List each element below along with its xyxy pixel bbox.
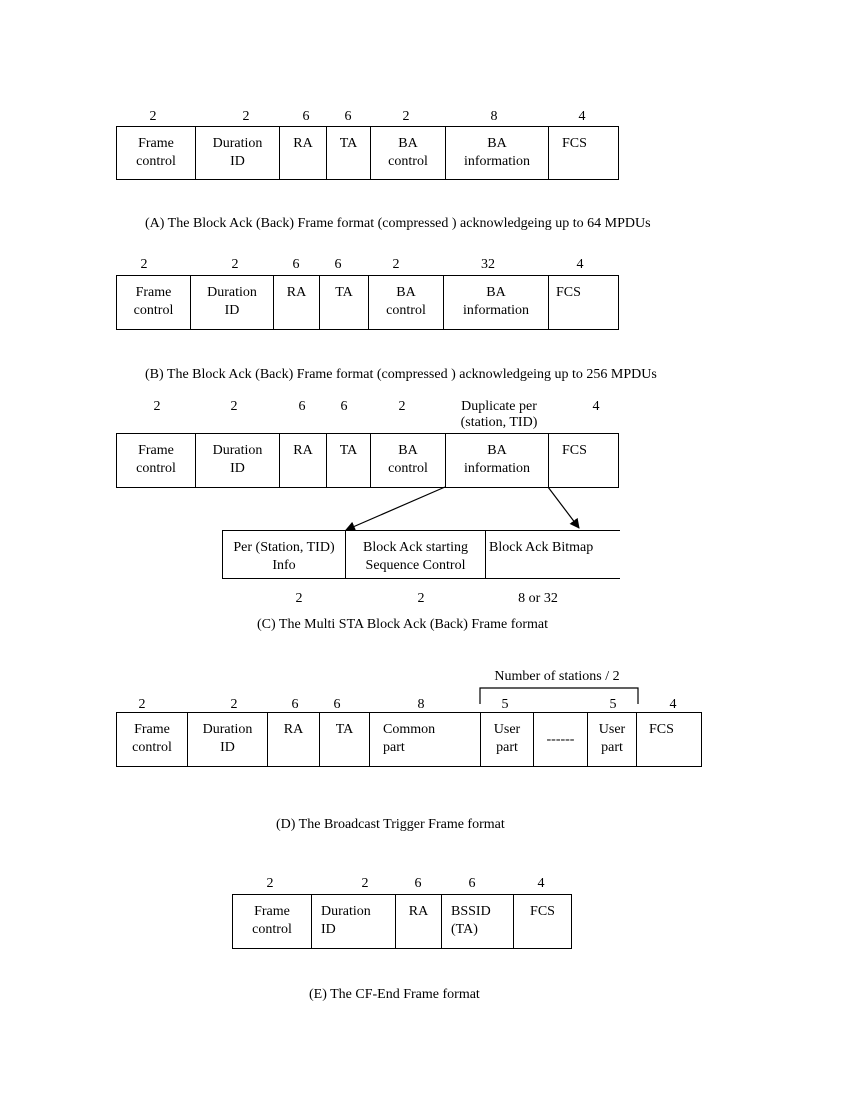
field-user-part: User part (587, 713, 636, 766)
field-fcs: FCS (548, 434, 619, 487)
size-label: 2 (295, 591, 303, 606)
frame-row (232, 894, 572, 949)
size-label: 6 (292, 257, 300, 272)
size-label: 6 (414, 876, 422, 891)
size-label: 4 (576, 257, 584, 272)
field-ta: TA (319, 713, 369, 766)
size-label: 6 (334, 257, 342, 272)
size-label: 2 (392, 257, 400, 272)
field-frame-control: Frame control (116, 434, 195, 487)
field-duration-id: Duration ID (195, 434, 279, 487)
field-ba-control: BA control (368, 276, 443, 329)
field-ra: RA (273, 276, 319, 329)
size-label: 2 (398, 399, 406, 414)
field-duration-id: Duration ID (190, 276, 273, 329)
size-label: 5 (609, 697, 617, 712)
duplicate-per-label: Duplicate per (station, TID) (460, 399, 538, 430)
field-ta: TA (326, 434, 370, 487)
field-ba-information: BA information (443, 276, 548, 329)
size-label: 2 (230, 697, 238, 712)
caption: (B) The Block Ack (Back) Frame format (compressed ) acknowledgeing up to 256 MPDUs (145, 367, 657, 382)
size-label: 6 (344, 109, 352, 124)
field-frame-control: Frame control (116, 276, 190, 329)
field-ra: RA (395, 895, 441, 948)
size-label: 2 (230, 399, 238, 414)
size-label: 2 (417, 591, 425, 606)
size-label: 32 (481, 257, 495, 272)
field-duration-id: Duration ID (311, 895, 395, 948)
field-ta: TA (326, 127, 370, 179)
caption: (A) The Block Ack (Back) Frame format (compressed ) acknowledgeing up to 64 MPDUs (145, 216, 651, 231)
size-label: 2 (231, 257, 239, 272)
field-ba-information: BA information (445, 127, 548, 179)
size-label: 2 (402, 109, 410, 124)
size-label: 4 (592, 399, 600, 414)
size-label: 2 (138, 697, 146, 712)
field-duration-id: Duration ID (195, 127, 279, 179)
field-frame-control: Frame control (116, 713, 187, 766)
field-bssid-ta: BSSID (TA) (441, 895, 513, 948)
field-ra: RA (267, 713, 319, 766)
bracket-label: Number of stations / 2 (494, 669, 620, 684)
field-per-station-tid-info: Per (Station, TID) Info (222, 531, 345, 578)
field-fcs: FCS (636, 713, 702, 766)
size-label: 6 (298, 399, 306, 414)
size-label: 5 (501, 697, 509, 712)
size-label: 2 (266, 876, 274, 891)
size-label: 2 (149, 109, 157, 124)
size-label: 2 (153, 399, 161, 414)
size-label: 6 (302, 109, 310, 124)
size-label: 8 (417, 697, 425, 712)
size-label: 6 (340, 399, 348, 414)
size-label: 6 (333, 697, 341, 712)
caption: (D) The Broadcast Trigger Frame format (276, 817, 505, 832)
size-label: 2 (242, 109, 250, 124)
caption: (E) The CF-End Frame format (309, 987, 480, 1002)
field-block-ack-starting-seq: Block Ack starting Sequence Control (345, 531, 485, 578)
size-label: 8 or 32 (518, 591, 558, 606)
field-frame-control: Frame control (232, 895, 311, 948)
size-label: 2 (140, 257, 148, 272)
size-label: 6 (468, 876, 476, 891)
size-label: 4 (669, 697, 677, 712)
ellipsis-separator: ------ (533, 713, 587, 766)
field-ba-information: BA information (445, 434, 548, 487)
field-block-ack-bitmap: Block Ack Bitmap (485, 531, 620, 578)
size-label: 6 (291, 697, 299, 712)
field-ba-control: BA control (370, 127, 445, 179)
size-label: 4 (537, 876, 545, 891)
field-common-part: Common part (369, 713, 480, 766)
field-frame-control: Frame control (116, 127, 195, 179)
field-fcs: FCS (513, 895, 572, 948)
frame-row (116, 712, 702, 767)
field-user-part: User part (480, 713, 533, 766)
size-label: 4 (578, 109, 586, 124)
field-ta: TA (319, 276, 368, 329)
field-ra: RA (279, 434, 326, 487)
field-ra: RA (279, 127, 326, 179)
field-fcs: FCS (548, 276, 619, 329)
field-ba-control: BA control (370, 434, 445, 487)
field-duration-id: Duration ID (187, 713, 267, 766)
size-label: 8 (490, 109, 498, 124)
caption: (C) The Multi STA Block Ack (Back) Frame format (257, 617, 549, 632)
size-label: 2 (361, 876, 369, 891)
field-fcs: FCS (548, 127, 619, 179)
